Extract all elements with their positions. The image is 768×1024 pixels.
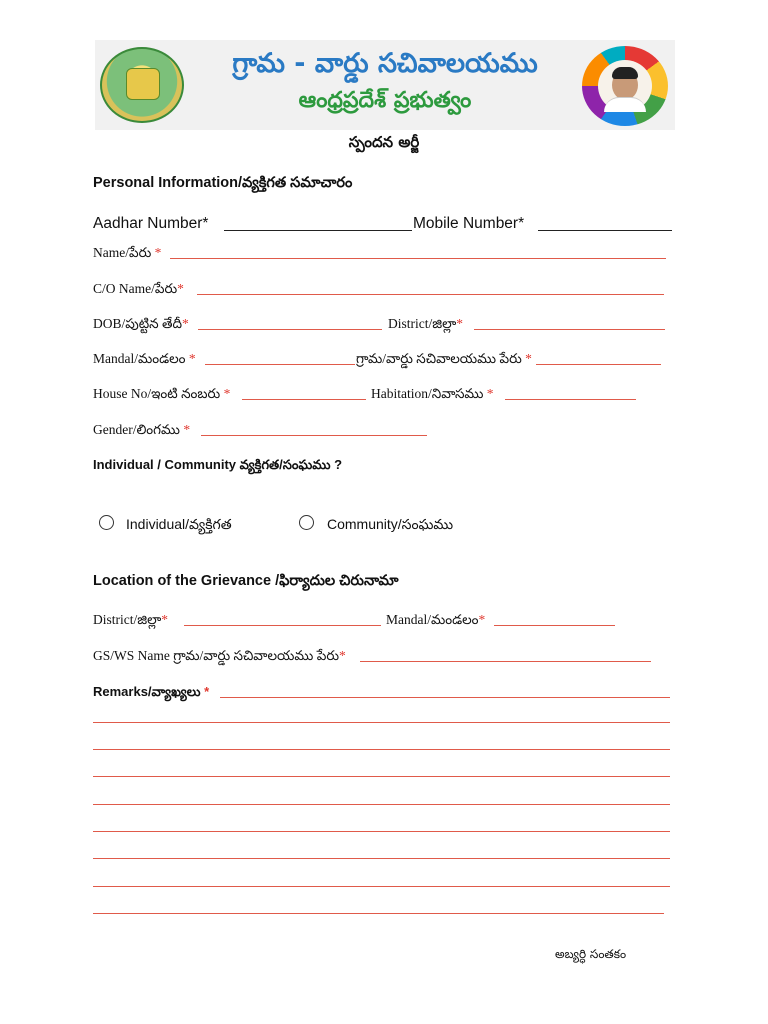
portrait-hair — [612, 67, 638, 79]
dob-field[interactable] — [198, 329, 382, 330]
form-title: స్పందన అర్జీ — [348, 133, 420, 151]
individual-radio[interactable] — [99, 515, 114, 530]
name-field[interactable] — [170, 258, 666, 259]
mandal-field[interactable] — [205, 364, 355, 365]
dob-label: DOB/పుట్టిన తేదీ* — [93, 316, 189, 331]
applicant-type-question: Individual / Community వ్యక్తిగత/సంఘము ? — [93, 457, 343, 472]
location-district-label: District/జిల్లా* — [93, 612, 168, 627]
location-heading: Location of the Grievance /ఫిర్యాదుల చిరునామా — [93, 573, 399, 589]
mobile-field[interactable] — [538, 230, 672, 231]
remarks-line[interactable] — [93, 804, 670, 805]
habitation-label: Habitation/నివాసము * — [371, 386, 494, 401]
applicant-signature-label: అబ్యర్ధి సంతకం — [555, 947, 627, 961]
gsws-label: GS/WS Name గ్రామ/వార్డు సచివాలయము పేరు* — [93, 648, 346, 663]
remarks-line[interactable] — [93, 913, 664, 914]
remarks-line[interactable] — [93, 858, 670, 859]
gender-field[interactable] — [201, 435, 427, 436]
mandal-label: Mandal/మండలం * — [93, 351, 196, 366]
header-title-line2: ఆంధ్రప్రదేశ్ ప్రభుత్వం — [298, 88, 472, 113]
secretariat-field[interactable] — [536, 364, 661, 365]
gsws-field[interactable] — [360, 661, 651, 662]
remarks-line[interactable] — [220, 697, 670, 698]
community-radio[interactable] — [299, 515, 314, 530]
aadhar-label: Aadhar Number* — [93, 215, 209, 232]
community-option-label[interactable]: Community/సంఘము — [327, 516, 454, 532]
individual-option-label[interactable]: Individual/వ్యక్తిగత — [126, 516, 232, 532]
district-label: District/జిల్లా* — [388, 316, 463, 331]
portrait-shirt — [604, 97, 646, 112]
habitation-field[interactable] — [505, 399, 636, 400]
remarks-line[interactable] — [93, 776, 670, 777]
house-label: House No/ఇంటి నంబరు * — [93, 386, 231, 401]
remarks-line[interactable] — [93, 722, 670, 723]
co-name-field[interactable] — [197, 294, 664, 295]
location-mandal-label: Mandal/మండలం* — [386, 612, 486, 627]
mobile-label: Mobile Number* — [413, 215, 525, 232]
house-field[interactable] — [242, 399, 366, 400]
header-title-line1: గ్రామ - వార్డు సచివాలయము — [232, 48, 538, 79]
remarks-line[interactable] — [93, 831, 670, 832]
district-field[interactable] — [474, 329, 665, 330]
name-label: Name/పేరు * — [93, 245, 162, 260]
personal-info-heading: Personal Information/వ్యక్తిగత సమాచారం — [93, 175, 353, 191]
location-district-field[interactable] — [184, 625, 381, 626]
secretariat-label: గ్రామ/వార్డు సచివాలయము పేరు * — [356, 351, 532, 366]
emblem-center-icon — [126, 68, 160, 100]
remarks-line[interactable] — [93, 886, 670, 887]
aadhar-field[interactable] — [224, 230, 412, 231]
co-name-label: C/O Name/పేరు* — [93, 281, 184, 296]
gender-label: Gender/లింగము * — [93, 422, 191, 437]
remarks-line[interactable] — [93, 749, 670, 750]
location-mandal-field[interactable] — [494, 625, 615, 626]
remarks-label: Remarks/వ్యాఖ్యలు * — [93, 684, 210, 699]
